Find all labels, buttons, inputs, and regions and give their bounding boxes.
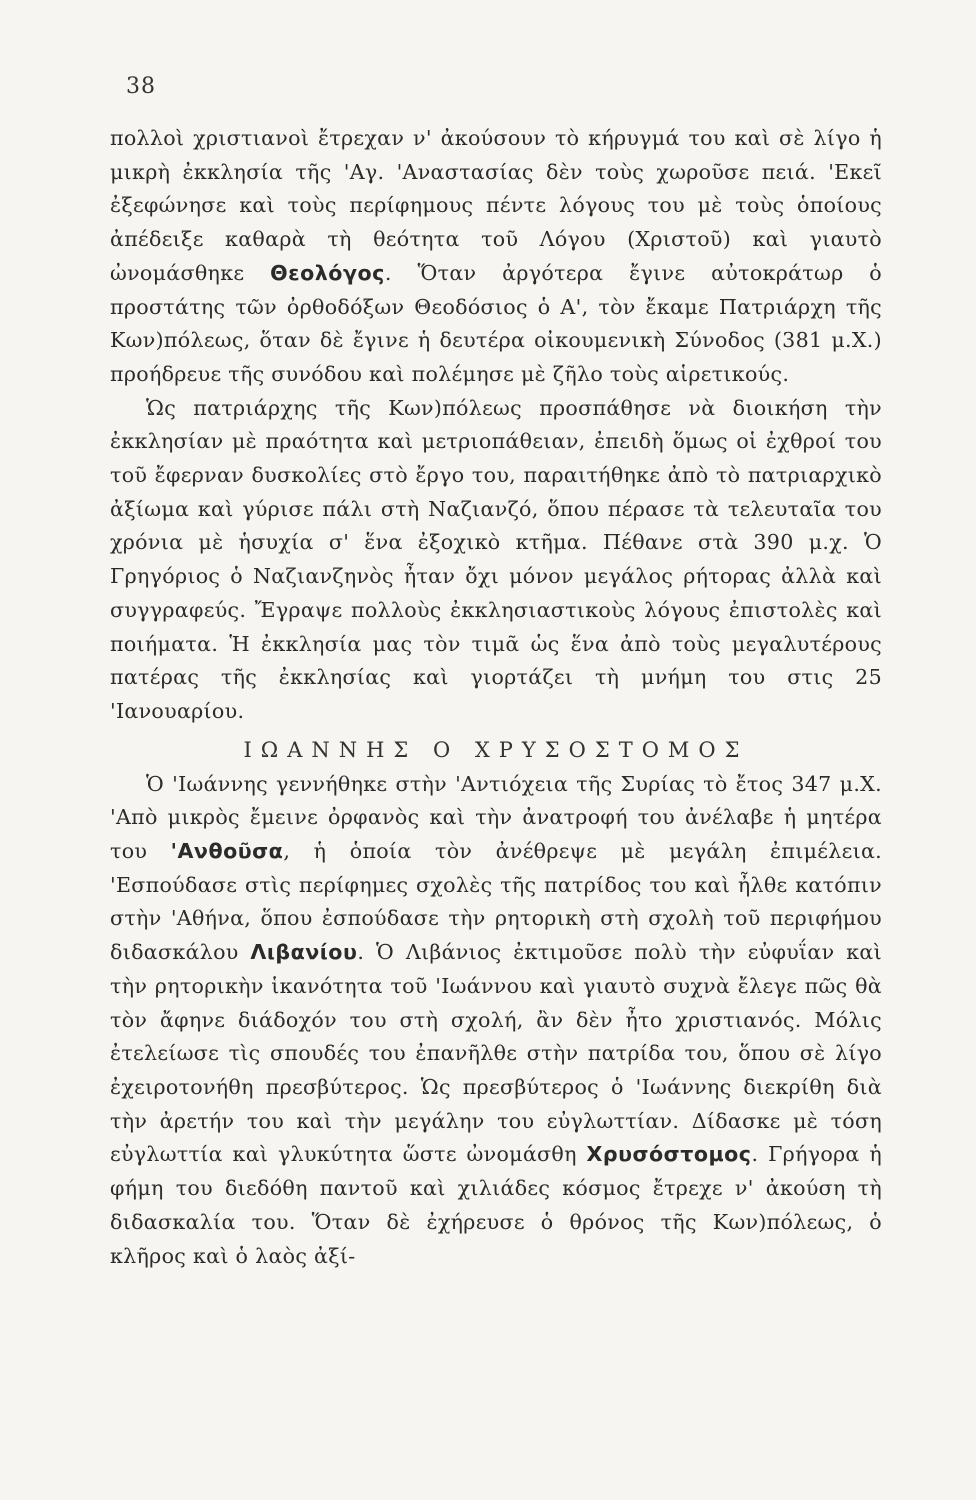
page-number: 38: [126, 74, 156, 99]
paragraph-patriarch: [110, 392, 882, 729]
text-run: . Ὁ Λιβάνιος ἐκτιμοῦσε πολὺ τὴν εὐφυΐαν καὶ τὴν ρητορικὴν ἱκανότητα τοῦ 'Ιωάννου καὶ γιαυτὸ συχνὰ ἔλεγε πῶς θὰ τὸν ἄφηνε διάδοχόν του στὴ σχολή, ἂν δὲν ἦτο χριστιανός. Μόλις ἐτελείωσε τὶς σπουδές του ἐπανῆλθε στὴν πατρίδα του, ὅπου σὲ λίγο ἐχειροτονήθη πρεσβύτερος. Ὡς πρεσβύτερος ὁ 'Ιωάννης διεκρίθη διὰ τὴν ἀρετήν του καὶ τὴν μεγάλην του εὐγλωττίαν. Δίδασκε μὲ τόση εὐγλωττία καὶ γλυκύτητα ὥστε ὠνομάσθη: [110, 940, 882, 1167]
emphasized-name: 'Ανθοῦσα: [170, 839, 284, 864]
text-run: πολλοὶ χριστιανοὶ ἔτρεχαν ν' ἀκούσουν τὸ κήρυγμά του καὶ σὲ λίγο ἡ μικρὴ ἐκκλησία τῆς 'Αγ. 'Αναστασίας δὲν τοὺς χωροῦσε πειά. 'Εκεῖ ἐξεφώνησε καὶ τοὺς περίφημους πέντε λόγους του μὲ τοὺς ὁποίους ἀπέδειξε καθαρὰ τὴ θεότητα τοῦ Λόγου (Χριστοῦ) καὶ γιαυτὸ ὠνομάσθηκε: [110, 126, 882, 285]
emphasized-name: Λιβανίου: [250, 940, 358, 965]
text-run: . Ὅταν ἀργότερα ἔγινε αὐτοκράτωρ ὁ προστάτης τῶν ὀρθοδόξων Θεοδόσιος ὁ Α', τὸν ἔκαμε Πατριάρχη τῆς Κων)πόλεως, ὅταν δὲ ἔγινε ἡ δευτέρα οἰκουμενικὴ Σύνοδος (381 μ.Χ.) προήδρευε τῆς συνόδου καὶ πολέμησε μὲ ζῆλο τοὺς αἱρετικούς.: [110, 260, 883, 386]
chapter-heading: ΙΩΑΝΝΗΣ Ο ΧΡΥΣΟΣΤΟΜΟΣ: [243, 737, 749, 762]
text-run: Ὡς πατριάρχης τῆς Κων)πόλεως προσπάθησε νὰ διοικήση τὴν ἐκκλησίαν μὲ πραότητα καὶ μετριοπάθειαν, ἐπειδὴ ὅμως οἱ ἐχθροί του τοῦ ἔφερναν δυσκολίες στὸ ἔργο του, παραιτήθηκε ἀπὸ τὸ πατριαρχικὸ ἀξίωμα καὶ γύρισε πάλι στὴ Ναζιανζό, ὅπου πέρασε τὰ τελευταῖα του χρόνια μὲ ἡσυχία σ' ἕνα ἐξοχικὸ κτῆμα. Πέθανε στὰ 390 μ.χ. Ὁ Γρηγόριος ὁ Ναζιανζηνὸς ἦταν ὄχι μόνον μεγάλος ρήτορας ἀλλὰ καὶ συγγραφεύς. Ἔγραψε πολλοὺς ἐκκλησιαστικοὺς λόγους ἐπιστολὲς καὶ ποιήματα. Ἡ ἐκκλησία μας τὸν τιμᾶ ὡς ἕνα ἀπὸ τοὺς μεγαλυτέρους πατέρας τῆς ἐκκλησίας καὶ γιορτάζει τὴ μνήμη του στις 25 'Ιανουαρίου.: [110, 395, 882, 723]
text-run: , ἡ ὁποία τὸν ἀνέθρεψε μὲ μεγάλη ἐπιμέλεια. 'Εσπούδασε στὶς περίφημες σχολὲς τῆς πατρίδος του καὶ ἦλθε κατόπιν στὴν 'Αθήνα, ὅπου ἐσπούδασε τὴν ρητορικὴ στὴ σχολὴ τοῦ περιφήμου διδασκάλου: [110, 839, 882, 965]
text-run: Ὁ 'Ιωάννης γεννήθηκε στὴν 'Αντιόχεια τῆς Συρίας τὸ ἔτος 347 μ.Χ. 'Απὸ μικρὸς ἔμεινε ὀρφανὸς καὶ τὴν ἀνατροφή του ἀνέλαβε ἡ μητέρα του: [110, 771, 882, 864]
emphasized-name: Χρυσόστομος: [586, 1142, 752, 1167]
paragraph-theologian: [110, 122, 882, 392]
paragraph-chrysostom: [110, 768, 882, 1274]
text-run: . Γρήγορα ἡ φήμη του διεδόθη παντοῦ καὶ χιλιάδες κόσμος ἔτρεχε ν' ἀκούση τὴ διδασκαλία του. Ὅταν δὲ ἐχήρευσε ὁ θρόνος τῆς Κων)πόλεως, ὁ κλῆρος καὶ ὁ λαὸς ἀξί-: [110, 1142, 882, 1268]
body-text: [110, 122, 882, 1273]
emphasized-name: Θεολόγος: [270, 260, 385, 285]
